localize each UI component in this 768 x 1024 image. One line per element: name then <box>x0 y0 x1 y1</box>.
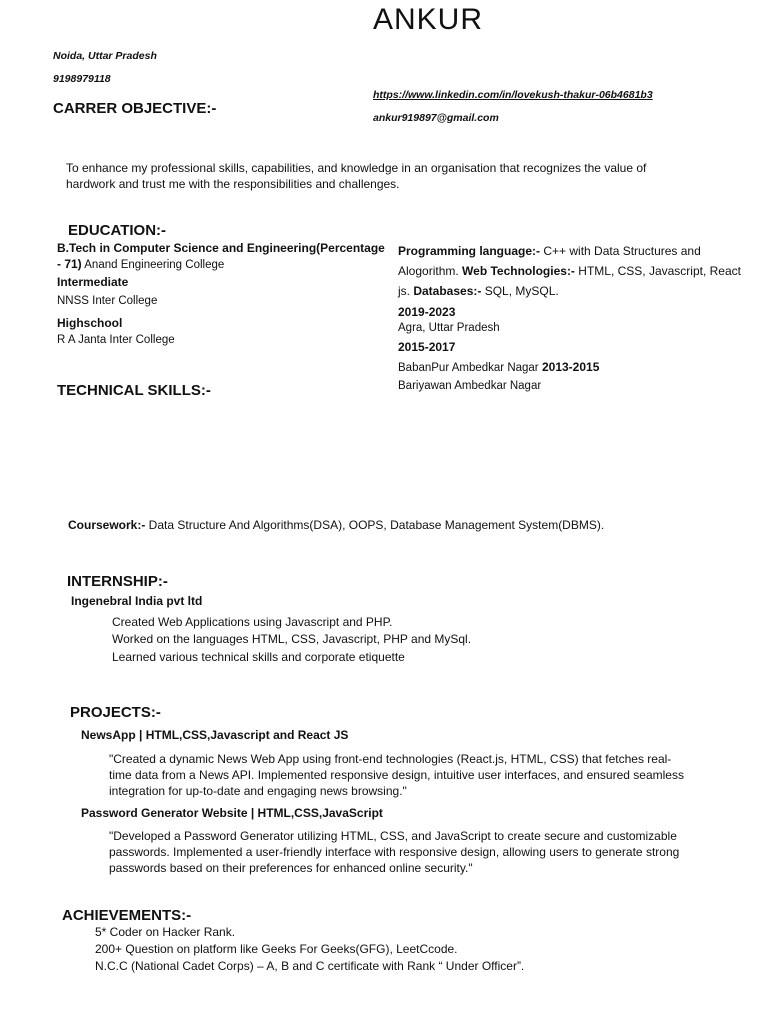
place-btech: Agra, Uttar Pradesh <box>398 322 500 334</box>
technical-skills-heading: TECHNICAL SKILLS:- <box>57 382 211 399</box>
internship-item: Worked on the languages HTML, CSS, Javascript, PHP and MySql. <box>112 632 472 646</box>
place-intermediate-line <box>398 360 599 374</box>
email-text: ankur919897@gmail.com <box>373 112 499 124</box>
web-label: Web Technologies:- <box>458 264 575 278</box>
objective-text: To enhance my professional skills, capabilities, and knowledge in an organisation that recognizes the value of hardwork and trust me with the responsibilities and challenges. <box>66 161 647 191</box>
achievements-heading: ACHIEVEMENTS:- <box>62 907 192 924</box>
objective-heading: CARRER OBJECTIVE:- <box>53 100 217 117</box>
btech-college: Anand Engineering College <box>81 259 225 271</box>
internship-heading: INTERNSHIP:- <box>67 573 168 590</box>
coursework-line <box>68 518 604 532</box>
intermediate-college: NNSS Inter College <box>57 295 158 307</box>
intermediate-title: Intermediate <box>57 275 129 289</box>
place-highschool: Bariyawan Ambedkar Nagar <box>398 380 542 392</box>
projects-heading: PROJECTS:- <box>70 704 161 721</box>
education-heading: EDUCATION:- <box>68 222 167 239</box>
place-intermediate: BabanPur Ambedkar Nagar <box>398 362 539 374</box>
db-label: Databases:- <box>410 284 482 298</box>
years-highschool: 2013-2015 <box>538 360 600 374</box>
location-text: Noida, Uttar Pradesh <box>53 50 157 62</box>
project-description: "Created a dynamic News Web App using front-end technologies (React.js, HTML, CSS) that fetches real-time data from a News API. Implemented responsive design, intuitive user interfaces, and ensured seamless integration for up-to-date and engaging news browsing." <box>109 752 684 798</box>
project-title: NewsApp | HTML,CSS,Javascript and React JS <box>81 728 349 742</box>
prog-label: Programming language:- <box>398 244 541 258</box>
coursework-label: Coursework:- <box>68 518 146 532</box>
years-intermediate: 2015-2017 <box>398 340 456 354</box>
project-description: "Developed a Password Generator utilizing HTML, CSS, and JavaScript to create secure and customizable passwords. Implemented a user-friendly interface with responsive design, allowing users to generate strong passwords based on their preferences for enhanced online security." <box>109 829 680 875</box>
highschool-title: Highschool <box>57 316 123 330</box>
web-value: HTML, CSS, Javascript, React js. <box>398 264 741 298</box>
achievement-item: N.C.C (National Cadet Corps) – A, B and C certificate with Rank “ Under Officer”. <box>95 959 525 973</box>
achievement-item: 200+ Question on platform like Geeks For Geeks(GFG), LeetCcode. <box>95 942 458 956</box>
skills-paragraph <box>398 241 743 301</box>
db-value: SQL, MySQL. <box>481 284 559 298</box>
phone-text: 9198979118 <box>53 73 111 85</box>
resume-name: ANKUR <box>373 3 484 36</box>
coursework-value: Data Structure And Algorithms(DSA), OOPS, Database Management System(DBMS). <box>145 518 605 532</box>
internship-item: Learned various technical skills and corporate etiquette <box>112 650 405 664</box>
linkedin-link[interactable]: https://www.linkedin.com/in/lovekush-thakur-06b4681b3 <box>373 89 653 101</box>
btech-entry <box>57 240 387 273</box>
highschool-college: R A Janta Inter College <box>57 334 175 346</box>
achievement-item: 5* Coder on Hacker Rank. <box>95 925 236 939</box>
btech-title: B.Tech in Computer Science and Engineering(Percentage - 71) <box>57 241 385 271</box>
years-btech: 2019-2023 <box>398 305 456 319</box>
internship-company: Ingenebral India pvt ltd <box>71 594 203 608</box>
internship-item: Created Web Applications using Javascript and PHP. <box>112 615 393 629</box>
project-title: Password Generator Website | HTML,CSS,JavaScript <box>81 806 383 820</box>
prog-value: C++ with Data Structures and Alogorithm. <box>398 244 701 278</box>
